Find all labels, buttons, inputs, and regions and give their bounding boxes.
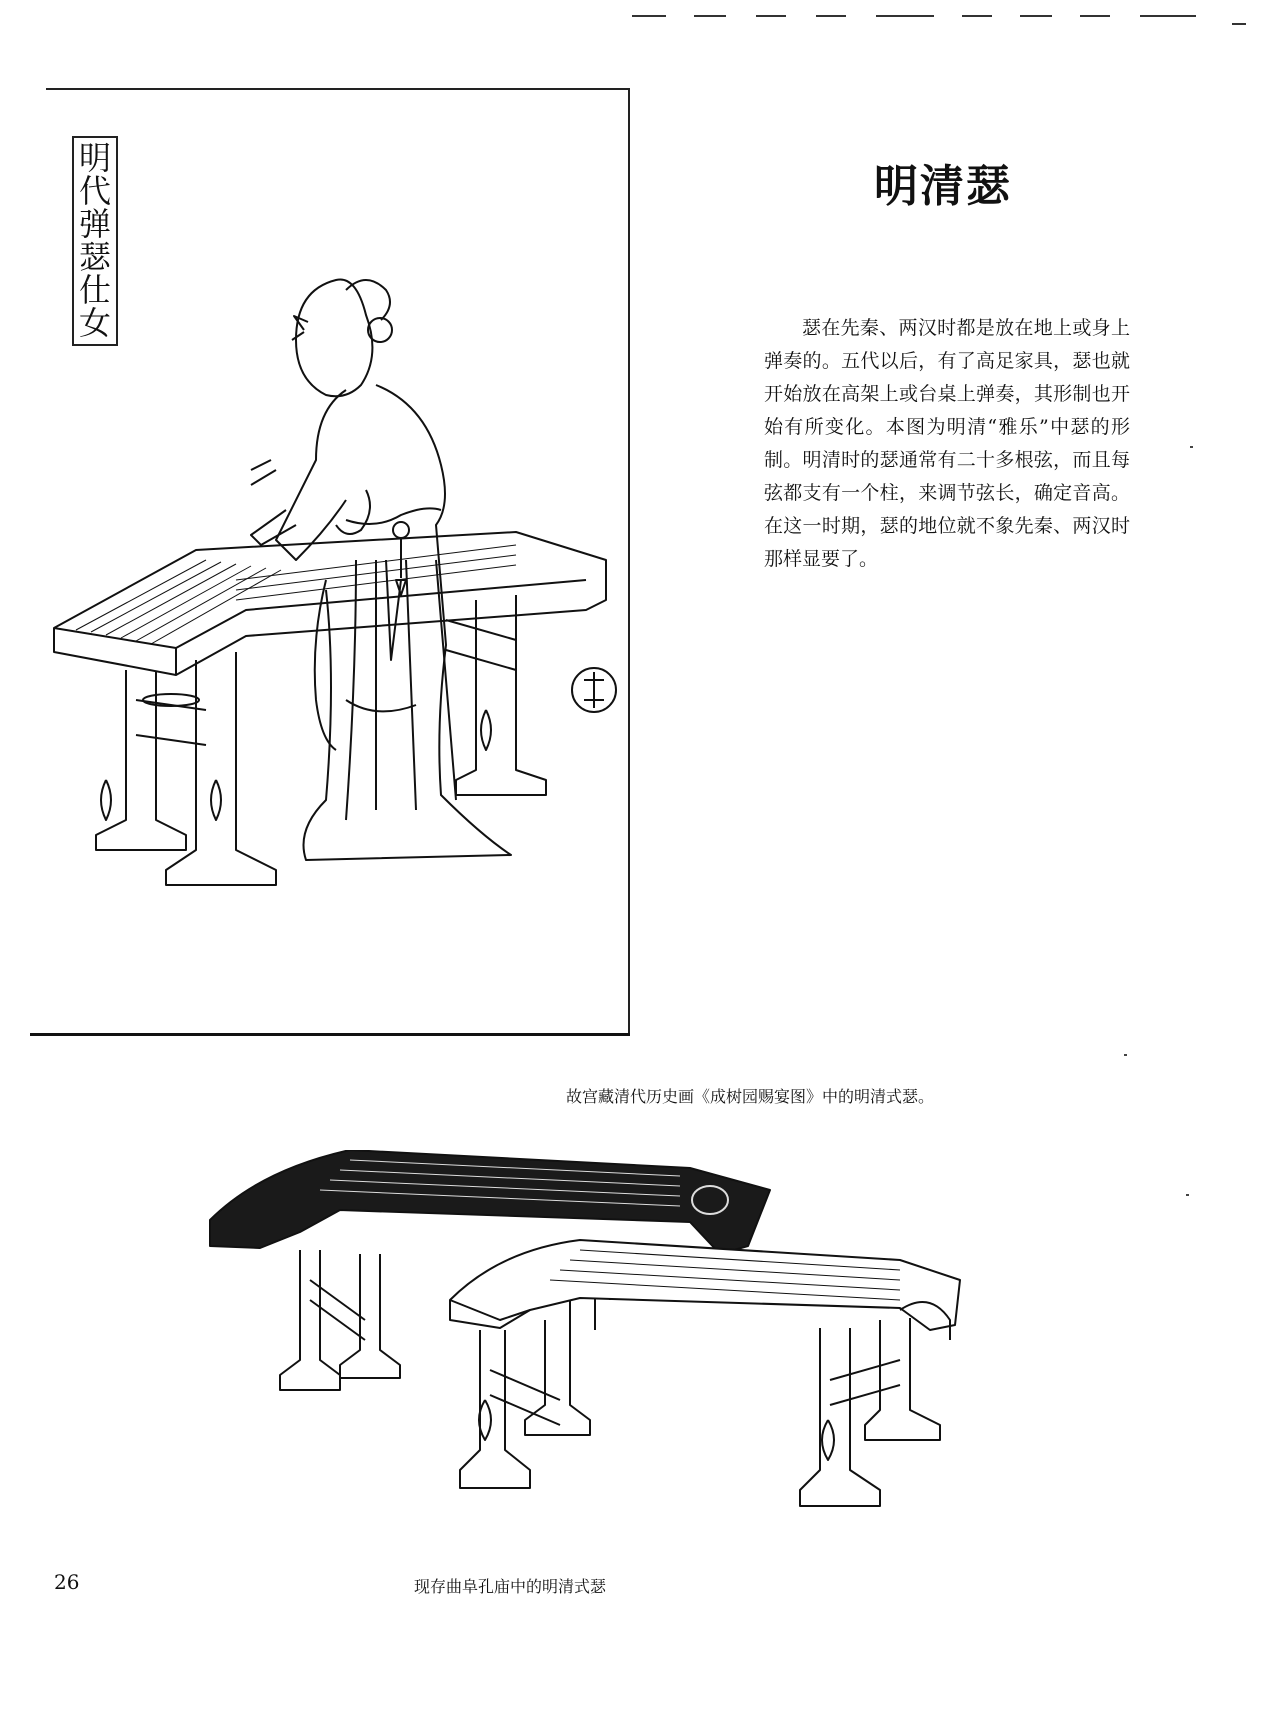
scan-speck: [1124, 1054, 1127, 1056]
page-number: 26: [54, 1570, 80, 1594]
vertical-title-char: 仕: [78, 271, 111, 309]
illustration-frame-bottom-rule: [30, 1033, 630, 1036]
vertical-title-char: 弹: [78, 205, 111, 243]
scan-speck: [1190, 446, 1193, 448]
artist-seal: [572, 668, 616, 712]
caption-temple: 现存曲阜孔庙中的明清式瑟: [414, 1577, 607, 1596]
vertical-title-char: 代: [78, 172, 111, 210]
body-paragraph: 瑟在先秦、两汉时都是放在地上或身上弹奏的。五代以后，有了高足家具，瑟也就开始放在高架上或台桌上弹奏，其形制也开始有所变化。本图为明清“雅乐”中瑟的形制。明清时的瑟通常有二十多根弦，而且每弦都支有一个柱，来调节弦长，确定音高。在这一时期，瑟的地位就不象先秦、两汉时那样显要了。: [764, 317, 1130, 570]
page-title: 明清瑟: [874, 161, 1012, 212]
vertical-title-char: 瑟: [78, 238, 111, 276]
header-dash-line: [0, 0, 1272, 40]
woman-playing-se-illustration: [46, 260, 626, 960]
scan-speck: [1186, 1194, 1189, 1196]
vertical-title-char: 明: [78, 139, 111, 177]
vertical-title-char: 女: [78, 304, 111, 342]
caption-painting: 故宫藏清代历史画《成树园赐宴图》中的明清式瑟。: [566, 1087, 935, 1106]
two-se-instruments-illustration: [200, 1150, 1080, 1570]
